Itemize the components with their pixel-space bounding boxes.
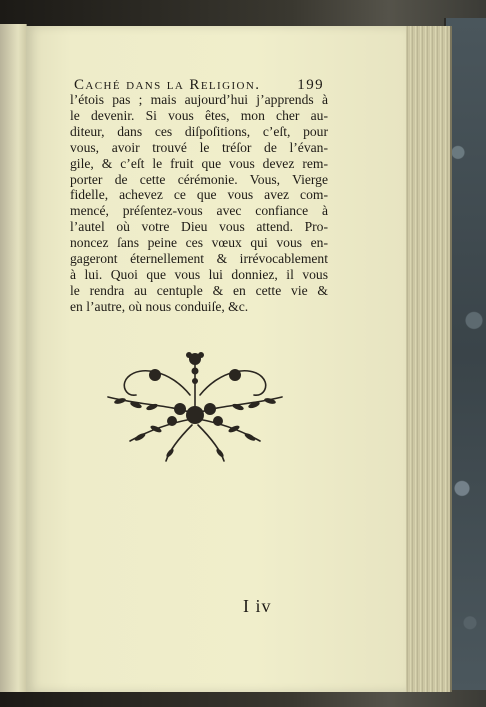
text-line: l’étois pas ; mais aujourd’hui j’apprends à	[70, 92, 328, 107]
body-text	[70, 92, 328, 315]
text-line: diteur, dans ces diſpoſitions, c’eſt, pour	[70, 123, 328, 139]
text-line: fidelle, achevez ce que vous avez com-	[70, 187, 328, 203]
text-line: noncez ſans peine ces vœux qui vous en-	[70, 235, 328, 251]
text-line: gageront éternellement & irrévocablement	[70, 251, 328, 267]
page-number: 199	[297, 77, 324, 93]
text-line: mencé, préſentez-vous avec confiance à	[70, 203, 328, 219]
floral-vignette-icon	[100, 345, 290, 470]
page-edges	[404, 26, 452, 692]
text-line: gile, & c’eſt le fruit que vous devez rem-	[70, 155, 328, 171]
text-line: en l’autre, où nous conduiſe, &c.	[70, 298, 249, 314]
text-line: le rendra au centuple & en cette vie &	[70, 282, 328, 298]
text-line: porter de cette cérémonie. Vous, Vierge	[70, 171, 328, 187]
text-line: le devenir. Si vous êtes, mon cher au-	[70, 107, 328, 123]
text-line: l’autel où votre Dieu vous attend. Pro-	[70, 219, 328, 235]
text-line: vous, avoir trouvé le tréſor de l’évan-	[70, 139, 328, 155]
facing-page-edge	[0, 24, 27, 692]
signature-mark: I iv	[243, 596, 272, 616]
text-line: à lui. Quoi que vous lui donniez, il vous	[70, 266, 328, 282]
running-title: Caché dans la Religion.	[74, 77, 261, 93]
